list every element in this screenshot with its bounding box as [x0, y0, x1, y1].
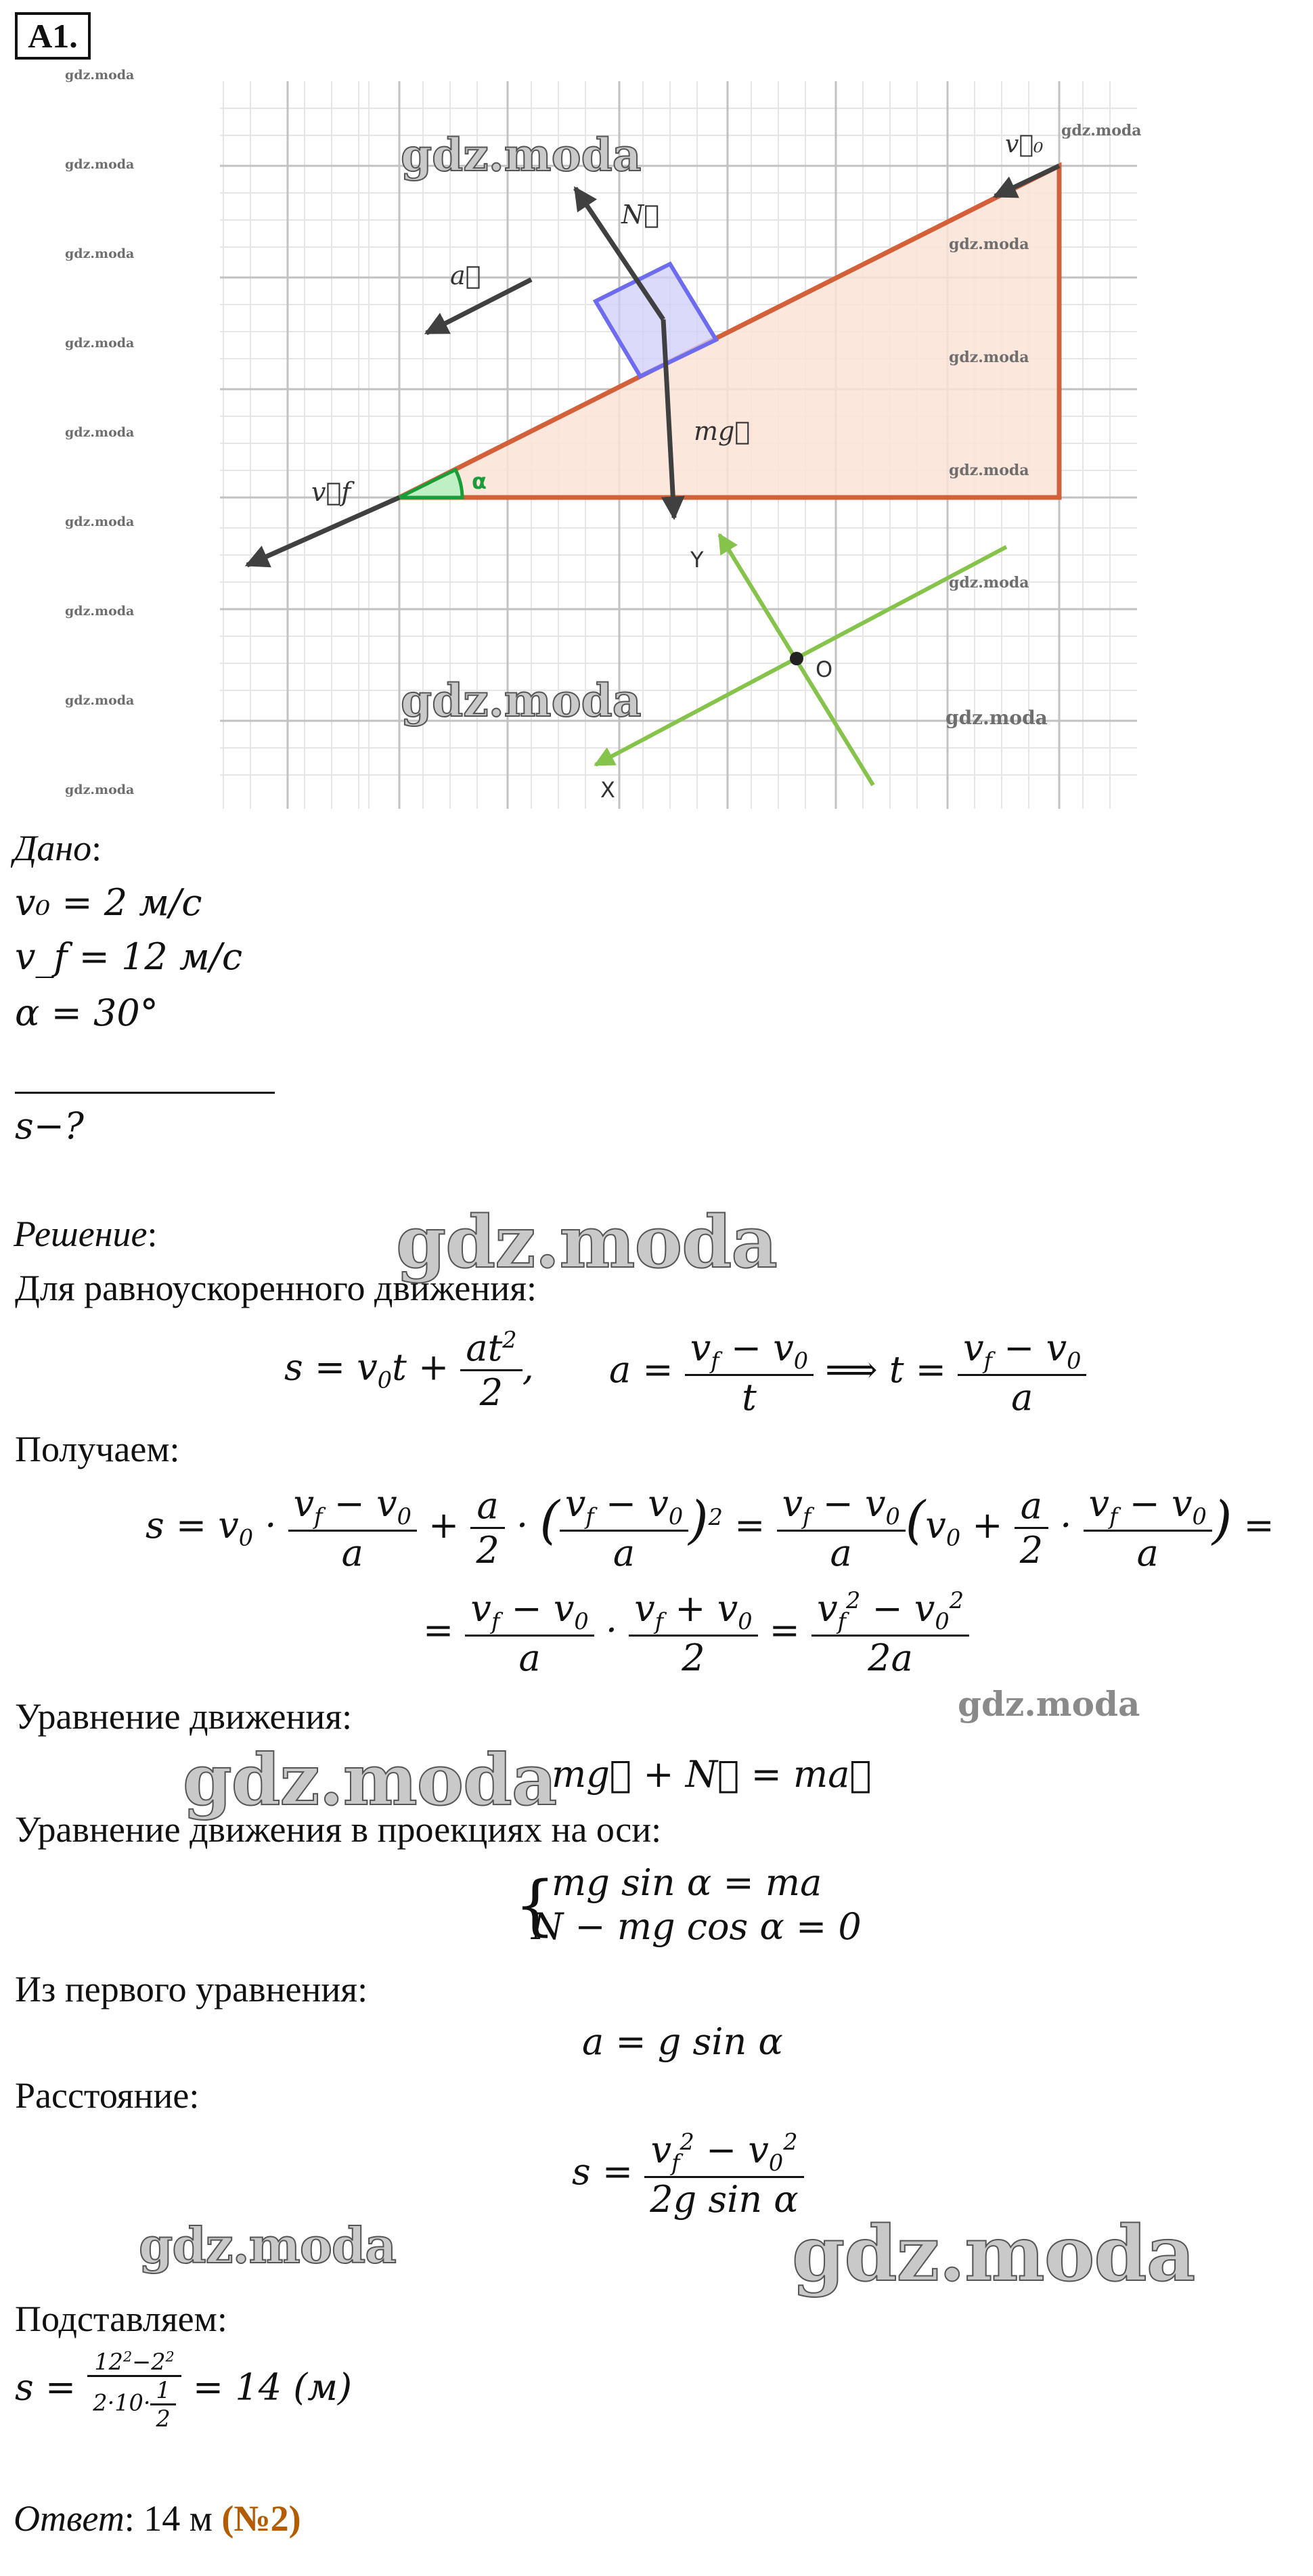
motion-eq-label: Уравнение движения:	[15, 1696, 353, 1737]
physics-diagram	[203, 74, 1151, 819]
label-vf: v⃗f	[311, 477, 351, 507]
watermark-big: gdz.moda	[792, 2210, 1195, 2299]
watermark-big: gdz.moda	[139, 2217, 396, 2274]
watermark-small: gdz.moda	[1061, 122, 1142, 139]
watermark-big: gdz.moda	[401, 674, 642, 727]
system-brace: {	[514, 1867, 556, 1943]
first-eq-label: Из первого уравнения:	[15, 1969, 368, 2009]
label-N: N⃗	[621, 200, 660, 229]
watermark-big: gdz.moda	[396, 1199, 777, 1284]
watermark-small: gdz.moda	[949, 574, 1029, 592]
watermark-small: gdz.moda	[65, 157, 135, 172]
watermark-big: gdz.moda	[183, 1738, 557, 1821]
watermark-small: gdz.moda	[65, 514, 135, 529]
solution-intro: Для равноускоренного движения:	[15, 1268, 537, 1308]
watermark-small: gdz.moda	[65, 604, 135, 619]
watermark-small: gdz.moda	[949, 349, 1029, 366]
get-label: Получаем:	[15, 1429, 180, 1469]
distance-label: Расстояние:	[15, 2075, 200, 2116]
projection-eq-2: N − mg cos α = 0	[531, 1905, 862, 1948]
substitution: s = $12^2-2^2$ 2·10· $\frac{1}{2}$ = 14 (м)	[15, 2349, 353, 2433]
given-alpha: α = 30°	[15, 992, 158, 1034]
projection-label: Уравнение движения в проекциях на оси:	[15, 1809, 662, 1850]
given-divider	[15, 1092, 275, 1094]
watermark-small: gdz.moda	[65, 246, 135, 261]
angle-label: α	[472, 468, 487, 494]
answer: Ответ: 14 м (№2)	[14, 2498, 301, 2539]
label-a: a⃗	[450, 261, 481, 290]
answer-link[interactable]: (№2)	[221, 2498, 301, 2539]
given-heading: Дано:	[14, 828, 102, 868]
given-vf: v_f = 12 м/с	[15, 935, 243, 978]
a-result: a = g sin α	[582, 2020, 783, 2063]
watermark-small: gdz.moda	[65, 693, 135, 708]
problem-label: A1.	[15, 12, 91, 60]
substitute-label: Подставляем:	[15, 2299, 227, 2339]
watermark-small: gdz.moda	[65, 782, 135, 797]
watermark-big: gdz.moda	[401, 129, 642, 181]
watermark-small: gdz.moda	[949, 236, 1029, 253]
label-y: Y	[690, 547, 704, 573]
watermark-small: gdz.moda	[949, 462, 1029, 479]
angle-arc	[399, 470, 462, 497]
s-formula: s = $\frac{v_f^2 - v_0^2}{\text{2g sin α}}$	[572, 2129, 804, 2221]
solution-heading: Решение:	[14, 1214, 158, 1254]
derivation-line-2: = $\frac{v_f - v_0}{a}$ · $\frac{v_f + v_0}{2}$ = $\frac{v_f^2 - v_0^2}{2a}$	[423, 1587, 969, 1679]
watermark-small: gdz.moda	[65, 425, 135, 440]
label-v0: v⃗₀	[1005, 131, 1044, 158]
projection-eq-1: mg sin α = ma	[552, 1861, 822, 1904]
derivation-line-1: $s = v_0$ · $\frac{v_f - v_0}{a}$ + $\frac{a}{2}$ · ( $\frac{v_f - v_0}{a}$ )$^2$ = $\frac{v_f - v_0}{a}$ ($v_0$ + $\frac{a}{2}$ · $\frac{v_f - v_0}{a}$ ) =	[146, 1482, 1274, 1574]
watermark-small: gdz.moda	[65, 336, 135, 351]
formula-a-t: a = $\frac{v_f - v_0}{t}$ ⟹ t = $\frac{v_f - v_0}{a}$	[609, 1327, 1086, 1419]
watermark-medium: gdz.moda	[958, 1684, 1140, 1724]
watermark-small: gdz.moda	[945, 707, 1048, 729]
motion-eq: mg⃗ + N⃗ = ma⃗	[552, 1753, 872, 1796]
given-v0: v₀ = 2 м/с	[15, 881, 202, 924]
watermark-small: gdz.moda	[65, 68, 135, 83]
origin-point	[790, 652, 803, 665]
label-o: O	[816, 657, 833, 682]
formula-s: $s = v_0t$ + $\frac{at^2}{2}$ ,	[284, 1327, 534, 1414]
label-mg: mg⃗	[694, 416, 751, 446]
label-x: X	[600, 777, 615, 803]
given-find: s−?	[15, 1105, 84, 1147]
